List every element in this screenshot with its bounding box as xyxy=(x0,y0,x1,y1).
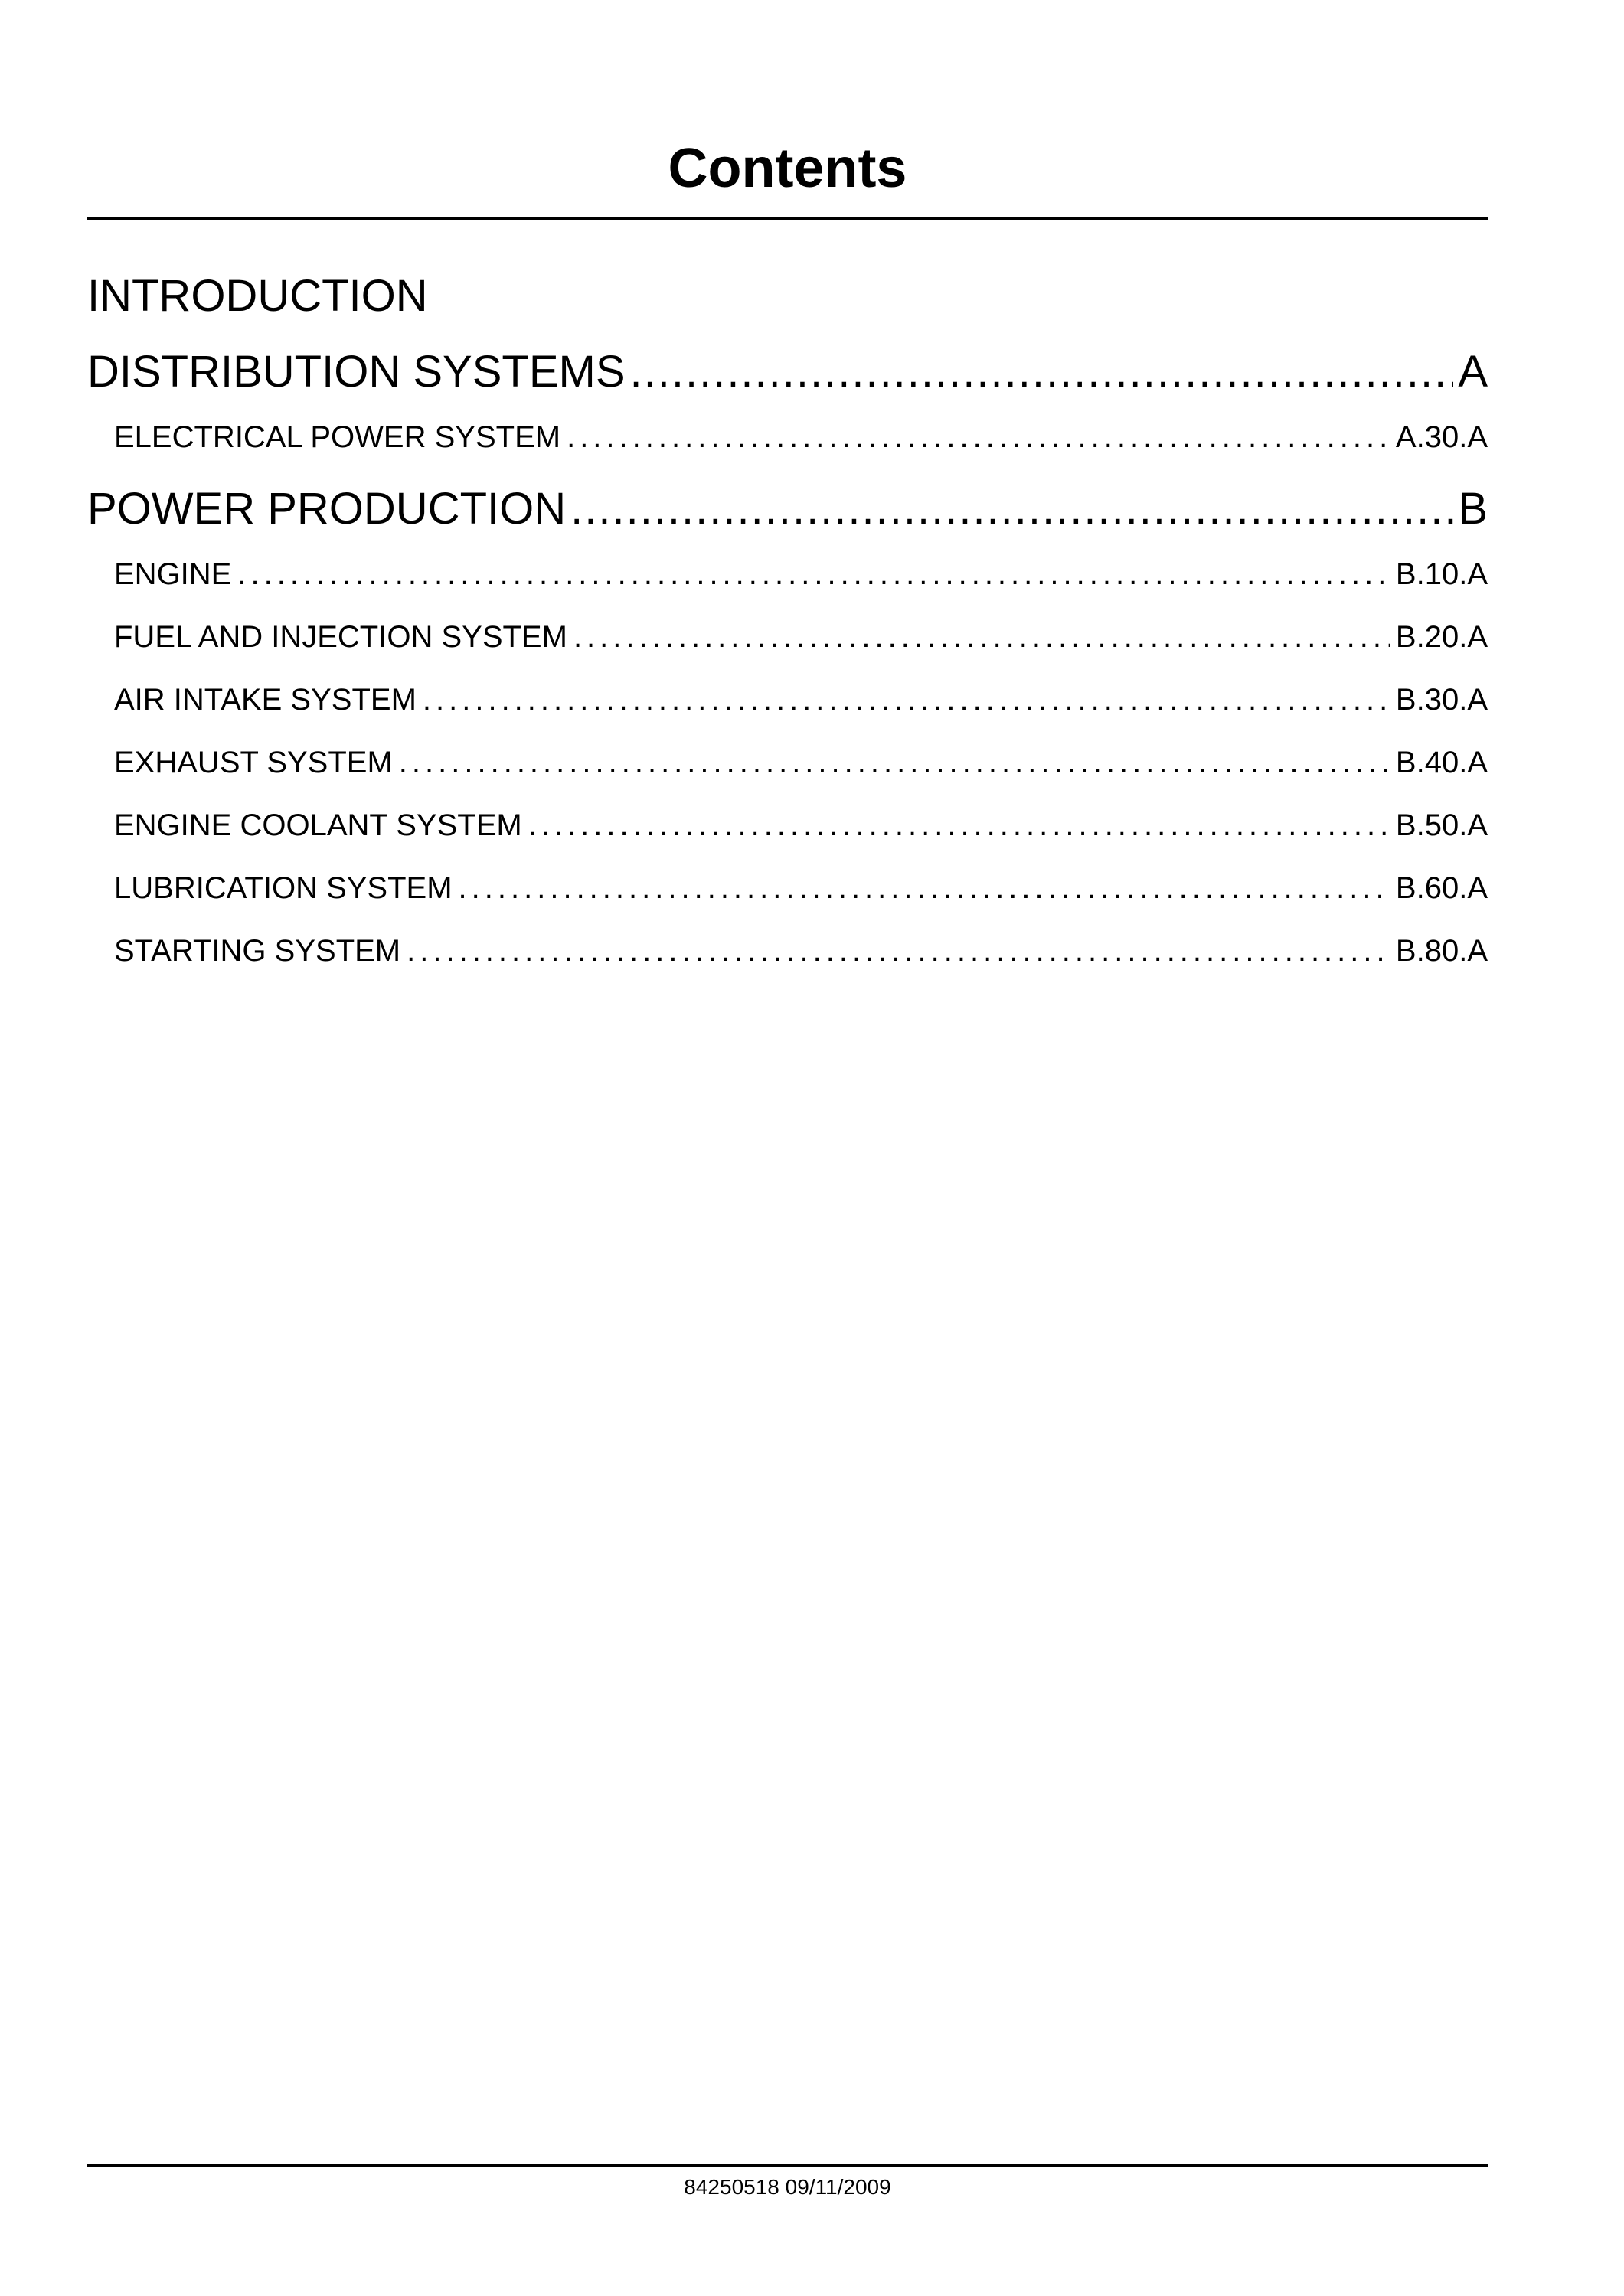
toc-item-air-intake-system[interactable] xyxy=(114,677,1488,723)
toc-leader xyxy=(237,551,1390,597)
toc-page: A xyxy=(1458,347,1488,397)
toc-item-starting-system[interactable] xyxy=(114,928,1488,974)
toc-leader xyxy=(570,478,1453,540)
toc-item-fuel-and-injection-system[interactable] xyxy=(114,614,1488,660)
toc-item-engine-coolant-system[interactable] xyxy=(114,802,1488,848)
toc-item-engine[interactable] xyxy=(114,551,1488,597)
toc-item-lubrication-system[interactable] xyxy=(114,865,1488,911)
toc-leader xyxy=(407,928,1390,974)
toc-label: FUEL AND INJECTION SYSTEM xyxy=(114,620,567,654)
toc-heading-introduction[interactable] xyxy=(87,266,1488,327)
toc-label: INTRODUCTION xyxy=(87,271,428,321)
toc-leader xyxy=(399,740,1390,785)
toc-page: B.80.A xyxy=(1395,934,1488,968)
toc-page: B.20.A xyxy=(1395,620,1488,654)
toc-item-electrical-power-system[interactable] xyxy=(114,414,1488,460)
toc-label: LUBRICATION SYSTEM xyxy=(114,871,453,905)
toc-leader xyxy=(423,677,1390,723)
toc-label: STARTING SYSTEM xyxy=(114,934,401,968)
toc-page: B.30.A xyxy=(1395,683,1488,717)
toc-heading-distribution-systems[interactable] xyxy=(87,341,1488,403)
toc-heading-power-production[interactable] xyxy=(87,478,1488,540)
toc-page: B.40.A xyxy=(1395,746,1488,779)
toc-label: ENGINE COOLANT SYSTEM xyxy=(114,808,522,842)
toc-leader xyxy=(459,865,1390,911)
toc-page: A.30.A xyxy=(1395,420,1488,454)
toc-label: AIR INTAKE SYSTEM xyxy=(114,683,417,717)
toc-page: B.50.A xyxy=(1395,808,1488,842)
toc-leader xyxy=(567,414,1390,460)
toc-label: EXHAUST SYSTEM xyxy=(114,746,393,779)
toc-item-exhaust-system[interactable] xyxy=(114,740,1488,785)
toc-page: B.60.A xyxy=(1395,871,1488,905)
toc-leader xyxy=(528,802,1390,848)
toc-label: ELECTRICAL POWER SYSTEM xyxy=(114,420,561,454)
toc-leader xyxy=(573,614,1390,660)
page-title: Contents xyxy=(668,138,907,199)
footer-rule xyxy=(87,2164,1488,2167)
toc-label: POWER PRODUCTION xyxy=(87,484,567,534)
toc-label: DISTRIBUTION SYSTEMS xyxy=(87,347,626,397)
toc-page: B xyxy=(1458,484,1488,534)
footer-text: 84250518 09/11/2009 xyxy=(684,2175,891,2199)
toc-page: B.10.A xyxy=(1395,557,1488,591)
toc-leader xyxy=(630,341,1454,403)
toc-label: ENGINE xyxy=(114,557,232,591)
title-rule xyxy=(87,217,1488,220)
